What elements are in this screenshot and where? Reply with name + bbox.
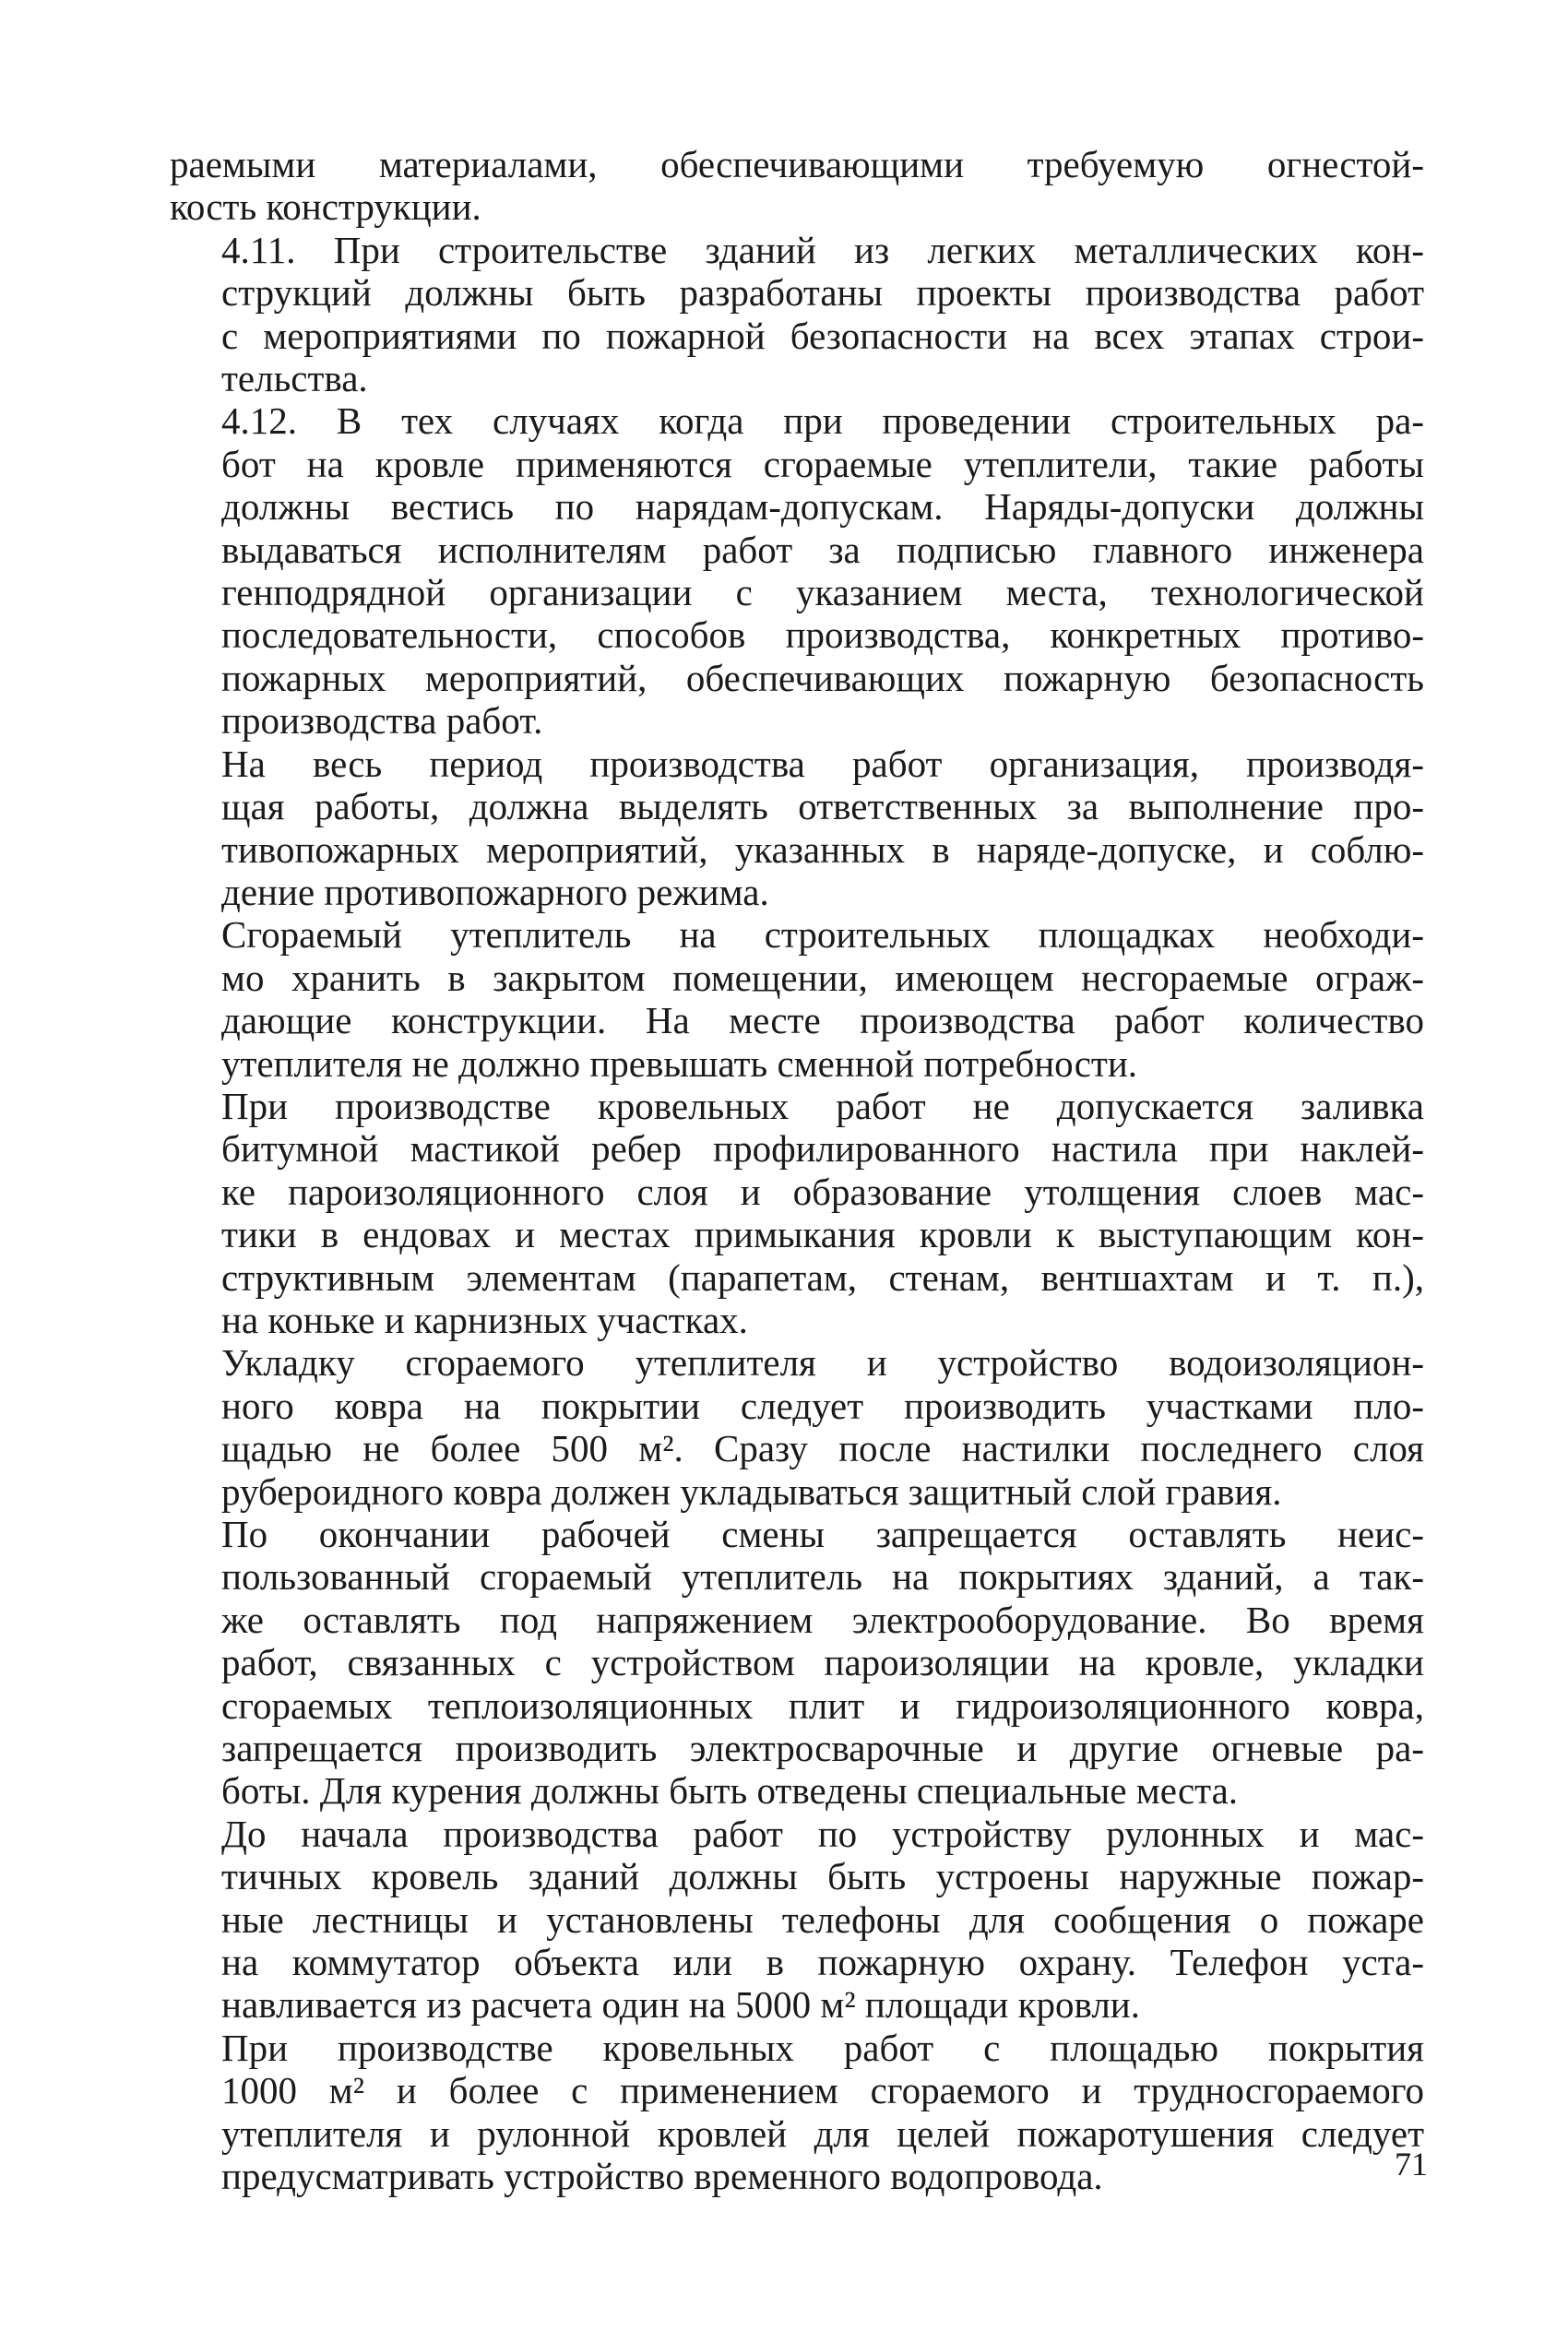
- page-body: [170, 143, 1424, 2198]
- text-line: кость конструкции.: [170, 185, 481, 229]
- text-line: на коньке и карнизных участках.: [221, 1298, 748, 1341]
- paragraph-laying-sections: [170, 1341, 1424, 1513]
- text-line: При производстве кровельных работ с площадью покрытия: [221, 2026, 1424, 2069]
- text-line: генподрядной организации с указанием места, технологической: [221, 571, 1424, 614]
- text-line: предусматривать устройство временного водопровода.: [221, 2155, 1103, 2198]
- text-line: тельства.: [221, 357, 368, 400]
- text-line: До начала производства работ по устройству рулонных и мас-: [221, 1812, 1424, 1855]
- text-line: на коммутатор объекта или в пожарную охрану. Телефон уста-: [221, 1941, 1424, 1984]
- text-line: мо хранить в закрытом помещении, имеющем несгораемые ограж-: [221, 956, 1424, 999]
- paragraph-clause-4-12: [170, 399, 1424, 742]
- text-line: выдаваться исполнителям работ за подписью главного инженера: [221, 528, 1424, 571]
- text-line: раемыми материалами, обеспечивающими требуемую огнестой-: [170, 143, 1424, 185]
- text-line: же оставлять под напряжением электрооборудование. Во время: [221, 1598, 1424, 1641]
- text-line: боты. Для курения должны быть отведены специальные места.: [221, 1769, 1239, 1813]
- text-line: 4.11. При строительстве зданий из легких металлических кон-: [221, 228, 1424, 271]
- paragraph-continuation: [170, 143, 1424, 229]
- text-line: сгораемых теплоизоляционных плит и гидроизоляционного ковра,: [221, 1683, 1424, 1727]
- text-line: работ, связанных с устройством пароизоляции на кровле, укладки: [221, 1641, 1424, 1684]
- paragraph-responsible-persons: [170, 743, 1424, 914]
- paragraph-insulation-storage: [170, 913, 1424, 1085]
- text-line: По окончании рабочей смены запрещается оставлять неис-: [221, 1513, 1424, 1555]
- text-line: структивным элементам (парапетам, стенам, вентшахтам и т. п.),: [221, 1255, 1424, 1299]
- text-line: Укладку сгораемого утеплителя и устройство водоизоляцион-: [221, 1341, 1424, 1385]
- text-line: струкций должны быть разработаны проекты производства работ: [221, 271, 1424, 315]
- text-line: навливается из расчета один на 5000 м² площади кровли.: [221, 1983, 1140, 2027]
- text-line: производства работ.: [221, 699, 543, 743]
- paragraph-roofing-mastic: [170, 1085, 1424, 1341]
- paragraph-clause-4-11: [170, 229, 1424, 400]
- paragraph-end-of-shift: [170, 1513, 1424, 1813]
- text-line: ке пароизоляционного слоя и образование утолщения слоев мас-: [221, 1170, 1424, 1213]
- text-line: должны вестись по нарядам-допускам. Наряды-допуски должны: [221, 485, 1424, 529]
- text-line: ного ковра на покрытии следует производить участками пло-: [221, 1384, 1424, 1427]
- text-line: дение противопожарного режима.: [221, 870, 769, 913]
- text-line: щая работы, должна выделять ответственных за выполнение про-: [221, 785, 1424, 828]
- text-line: щадью не более 500 м². Сразу после настилки последнего слоя: [221, 1427, 1424, 1470]
- paragraph-water-supply: [170, 2027, 1424, 2198]
- text-line: Сгораемый утеплитель на строительных площадках необходи-: [221, 913, 1424, 957]
- text-line: дающие конструкции. На месте производства работ количество: [221, 999, 1424, 1042]
- text-line: 1000 м² и более с применением сгораемого и трудносгораемого: [221, 2069, 1424, 2112]
- paragraph-fire-ladders: [170, 1813, 1424, 2027]
- text-line: ные лестницы и установлены телефоны для сообщения о пожаре: [221, 1897, 1424, 1941]
- text-line: последовательности, способов производства, конкретных противо-: [221, 613, 1424, 657]
- text-line: На весь период производства работ организация, производя-: [221, 742, 1424, 785]
- text-line: с мероприятиями по пожарной безопасности на всех этапах строи-: [221, 314, 1424, 357]
- text-line: При производстве кровельных работ не допускается заливка: [221, 1084, 1424, 1127]
- page-number: 71: [1395, 2146, 1428, 2182]
- text-line: тики в ендовах и местах примыкания кровли к выступающим кон-: [221, 1213, 1424, 1256]
- text-line: битумной мастикой ребер профилированного настила при наклей-: [221, 1127, 1424, 1171]
- text-line: бот на кровле применяются сгораемые утеплители, такие работы: [221, 442, 1424, 485]
- text-line: пожарных мероприятий, обеспечивающих пожарную безопасность: [221, 656, 1424, 699]
- text-line: запрещается производить электросварочные и другие огневые ра-: [221, 1727, 1424, 1770]
- text-line: тивопожарных мероприятий, указанных в наряде-допуске, и соблю-: [221, 827, 1424, 871]
- text-line: утеплителя и рулонной кровлей для целей пожаротушения следует: [221, 2111, 1424, 2155]
- text-line: 4.12. В тех случаях когда при проведении строительных ра-: [221, 399, 1424, 443]
- text-line: пользованный сгораемый утеплитель на покрытиях зданий, а так-: [221, 1555, 1424, 1599]
- text-line: утеплителя не должно превышать сменной потребности.: [221, 1041, 1138, 1085]
- text-line: рубероидного ковра должен укладываться защитный слой гравия.: [221, 1469, 1282, 1513]
- text-line: тичных кровель зданий должны быть устроены наружные пожар-: [221, 1855, 1424, 1898]
